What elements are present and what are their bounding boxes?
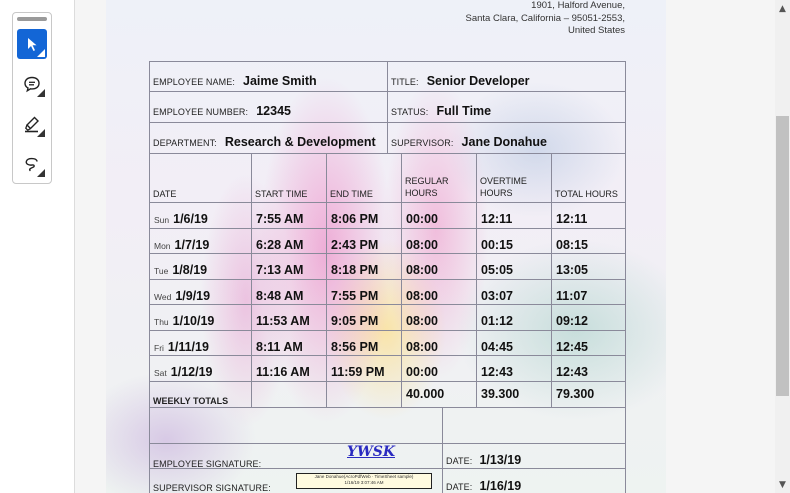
header-overtime-line2: HOURS xyxy=(480,188,513,198)
stamp-line-1: Jane Donahue(AcroPdfWeb · TimeSheet sample) xyxy=(314,474,414,479)
annotation-toolbar xyxy=(12,12,52,184)
employee-signature-mark[interactable]: YWSK xyxy=(347,444,395,460)
start-value: 6:28 AM xyxy=(256,237,304,252)
highlight-tool-button[interactable] xyxy=(17,109,47,139)
row-sat-start xyxy=(252,356,327,382)
end-value: 8:06 PM xyxy=(331,212,379,226)
row-thu-regular xyxy=(402,305,477,331)
end-value: 7:55 PM xyxy=(331,288,379,303)
start-value: 11:16 AM xyxy=(256,365,310,380)
draw-tool-button[interactable] xyxy=(17,149,47,179)
overtime-value: 01:12 xyxy=(481,314,513,329)
weekday-label: Thu xyxy=(154,317,169,328)
employee-date-label: DATE: xyxy=(446,456,473,466)
regular-value: 08:00 xyxy=(406,339,438,354)
row-mon-overtime xyxy=(477,229,552,255)
employee-signature-label: EMPLOYEE SIGNATURE: xyxy=(153,459,262,469)
status-value: Full Time xyxy=(436,104,492,118)
employee-info-table xyxy=(149,61,626,154)
row-thu-overtime xyxy=(477,305,552,331)
row-tue-date xyxy=(150,254,252,280)
weekday-label: Tue xyxy=(154,266,169,277)
supervisor-signature-cell xyxy=(150,469,443,493)
row-sun-end xyxy=(327,203,402,229)
company-address xyxy=(466,0,626,38)
employee-name-value: Jaime Smith xyxy=(243,74,317,88)
row-fri-overtime xyxy=(477,331,552,357)
scrollbar-thumb[interactable] xyxy=(776,116,789,396)
total-value: 13:05 xyxy=(556,263,588,278)
toolbar-drag-handle[interactable] xyxy=(17,17,47,21)
signature-spacer-right xyxy=(443,407,625,444)
row-thu-date xyxy=(150,305,252,331)
start-value: 7:55 AM xyxy=(256,212,304,226)
regular-value: 08:00 xyxy=(406,237,438,252)
total-value: 12:11 xyxy=(556,212,588,226)
row-wed-regular xyxy=(402,280,477,306)
total-value: 11:07 xyxy=(556,288,588,303)
date-value: 1/11/19 xyxy=(167,339,209,354)
employee-signature-cell xyxy=(150,444,443,469)
employee-number-cell xyxy=(150,92,388,123)
weekday-label: Mon xyxy=(154,240,171,251)
total-value: 08:15 xyxy=(556,237,588,252)
scroll-up-arrow-icon[interactable]: ▲ xyxy=(779,3,786,14)
employee-number-label: EMPLOYEE NUMBER: xyxy=(153,107,249,117)
header-regular-hours xyxy=(402,153,477,203)
row-fri-end xyxy=(327,331,402,357)
supervisor-signature-stamp[interactable] xyxy=(296,473,432,489)
supervisor-date-label: DATE: xyxy=(446,482,473,492)
timesheet-page xyxy=(106,0,666,493)
header-overtime-line1: OVERTIME xyxy=(480,176,527,186)
header-end-time: END TIME xyxy=(327,153,402,203)
employee-number-value: 12345 xyxy=(256,104,291,118)
regular-value: 08:00 xyxy=(406,314,438,329)
address-line-1: 1901, Halford Avenue, xyxy=(531,0,625,11)
row-fri-regular xyxy=(402,331,477,357)
row-mon-end xyxy=(327,229,402,255)
row-sun-total xyxy=(552,203,625,229)
department-label: DEPARTMENT: xyxy=(153,138,217,148)
scroll-down-arrow-icon[interactable]: ▼ xyxy=(779,479,786,490)
date-value: 1/10/19 xyxy=(172,314,215,329)
weekday-label: Sat xyxy=(154,368,167,379)
end-value: 8:18 PM xyxy=(331,263,379,278)
row-tue-overtime xyxy=(477,254,552,280)
employee-date-cell xyxy=(443,444,625,469)
supervisor-signature-label: SUPERVISOR SIGNATURE: xyxy=(153,483,271,493)
row-sat-regular xyxy=(402,356,477,382)
row-thu-end xyxy=(327,305,402,331)
title-value: Senior Developer xyxy=(426,74,530,88)
department-value: Research & Development xyxy=(224,135,376,149)
header-regular-line2: HOURS xyxy=(405,188,438,198)
department-cell xyxy=(150,123,388,153)
row-wed-total xyxy=(552,280,625,306)
weekday-label: Fri xyxy=(154,342,164,353)
overtime-value: 04:45 xyxy=(481,339,513,354)
row-tue-end xyxy=(327,254,402,280)
supervisor-date-cell xyxy=(443,469,625,493)
status-label: STATUS: xyxy=(391,107,429,117)
timesheet-table xyxy=(149,153,626,408)
row-wed-start xyxy=(252,280,327,306)
start-value: 11:53 AM xyxy=(256,314,310,329)
supervisor-label: SUPERVISOR: xyxy=(391,138,454,148)
row-sat-overtime xyxy=(477,356,552,382)
regular-value: 00:00 xyxy=(406,212,438,226)
overtime-value: 12:43 xyxy=(481,365,513,380)
supervisor-value: Jane Donahue xyxy=(461,135,547,149)
row-sat-end xyxy=(327,356,402,382)
row-mon-total xyxy=(552,229,625,255)
title-label: TITLE: xyxy=(391,77,419,87)
title-cell xyxy=(388,62,625,92)
weekly-totals-cell xyxy=(150,382,252,407)
row-sun-regular xyxy=(402,203,477,229)
total-value: 12:45 xyxy=(556,339,588,354)
header-date: DATE xyxy=(150,153,252,203)
totals-total: 79.300 xyxy=(556,387,595,401)
status-cell xyxy=(388,92,625,123)
row-fri-start xyxy=(252,331,327,357)
row-sun-overtime xyxy=(477,203,552,229)
row-sun-start xyxy=(252,203,327,229)
weekday-label: Wed xyxy=(154,291,172,302)
start-value: 8:11 AM xyxy=(256,339,303,354)
header-total-hours: TOTAL HOURS xyxy=(552,153,625,203)
comment-tool-button[interactable] xyxy=(17,69,47,99)
row-tue-total xyxy=(552,254,625,280)
row-tue-regular xyxy=(402,254,477,280)
employee-date-value: 1/13/19 xyxy=(479,453,522,467)
totals-end-empty xyxy=(327,382,402,407)
end-value: 11:59 PM xyxy=(331,365,385,380)
supervisor-cell xyxy=(388,123,625,153)
address-line-2: Santa Clara, California – 95051-2553, xyxy=(465,12,625,24)
end-value: 8:56 PM xyxy=(331,339,379,354)
row-mon-date xyxy=(150,229,252,255)
date-value: 1/6/19 xyxy=(173,212,208,226)
total-value: 12:43 xyxy=(556,365,588,380)
header-start-time: START TIME xyxy=(252,153,327,203)
regular-value: 08:00 xyxy=(406,288,438,303)
overtime-value: 12:11 xyxy=(481,212,513,226)
header-overtime-hours xyxy=(477,153,552,203)
overtime-value: 00:15 xyxy=(481,237,513,252)
total-value: 09:12 xyxy=(556,314,588,329)
left-panel xyxy=(0,0,75,493)
row-sat-date xyxy=(150,356,252,382)
regular-value: 00:00 xyxy=(406,365,438,380)
row-mon-start xyxy=(252,229,327,255)
row-wed-end xyxy=(327,280,402,306)
date-value: 1/12/19 xyxy=(170,365,213,380)
row-fri-total xyxy=(552,331,625,357)
row-wed-date xyxy=(150,280,252,306)
end-value: 9:05 PM xyxy=(331,314,379,329)
end-value: 2:43 PM xyxy=(331,237,379,252)
row-sat-total xyxy=(552,356,625,382)
start-value: 8:48 AM xyxy=(256,288,304,303)
totals-start-empty xyxy=(252,382,327,407)
select-tool-button[interactable] xyxy=(17,29,47,59)
totals-regular: 40.000 xyxy=(402,382,477,407)
supervisor-date-value: 1/16/19 xyxy=(479,479,522,493)
row-mon-regular xyxy=(402,229,477,255)
overtime-value: 03:07 xyxy=(481,288,513,303)
start-value: 7:13 AM xyxy=(256,263,304,278)
header-regular-line1: REGULAR xyxy=(405,176,449,186)
weekday-label: Sun xyxy=(154,215,170,225)
signature-table xyxy=(149,407,626,493)
row-wed-overtime xyxy=(477,280,552,306)
signature-spacer-left xyxy=(150,407,443,444)
employee-name-cell xyxy=(150,62,388,92)
regular-value: 08:00 xyxy=(406,263,438,278)
date-value: 1/7/19 xyxy=(174,237,210,252)
date-value: 1/8/19 xyxy=(172,263,208,278)
totals-overtime: 39.300 xyxy=(477,382,552,407)
row-thu-start xyxy=(252,305,327,331)
stamp-line-2: 1/16/19 3:07:46 AM xyxy=(344,480,384,485)
vertical-scrollbar[interactable] xyxy=(775,0,790,493)
date-value: 1/9/19 xyxy=(175,288,211,303)
row-thu-total xyxy=(552,305,625,331)
address-line-3: United States xyxy=(567,25,625,36)
overtime-value: 05:05 xyxy=(481,263,513,278)
weekly-totals-label: WEEKLY TOTALS xyxy=(153,396,229,406)
employee-name-label: EMPLOYEE NAME: xyxy=(153,77,235,87)
row-fri-date xyxy=(150,331,252,357)
row-sun-date xyxy=(150,203,252,229)
row-tue-start xyxy=(252,254,327,280)
